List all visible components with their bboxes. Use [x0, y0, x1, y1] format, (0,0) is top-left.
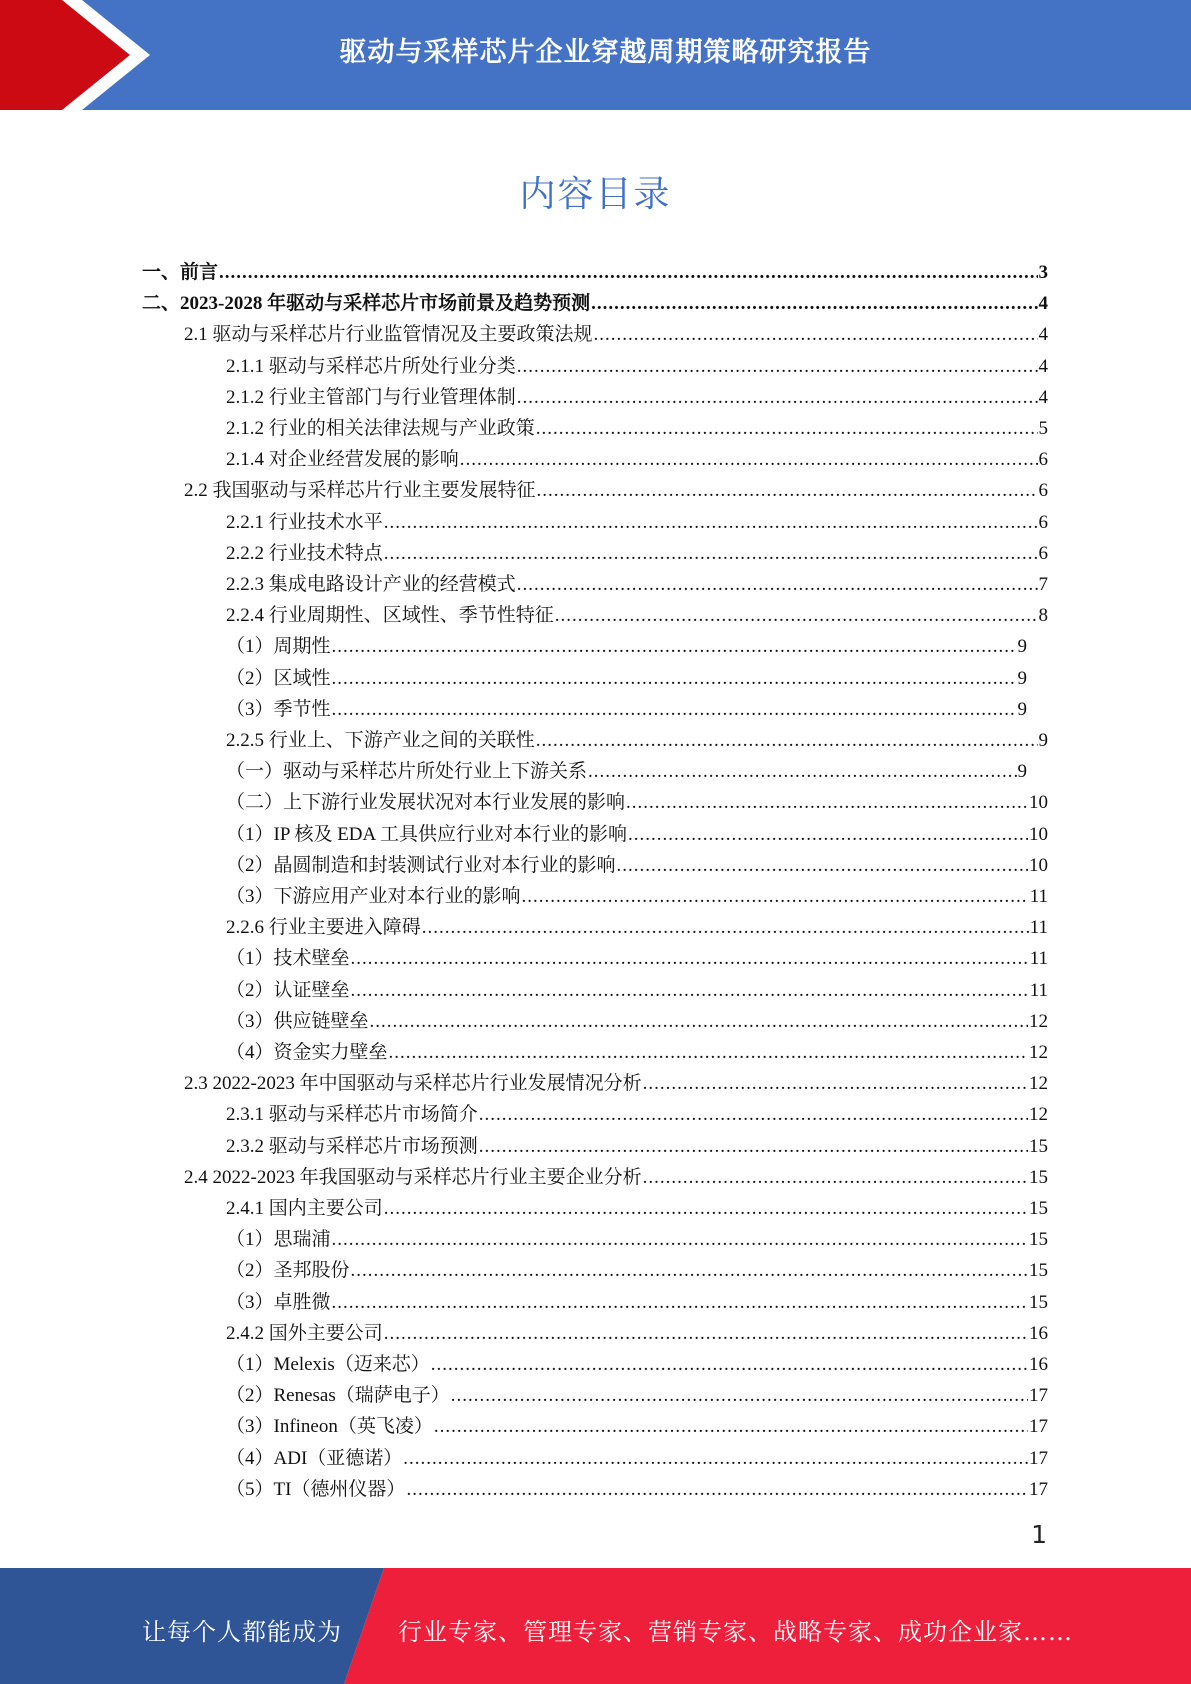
toc-entry-page: 15: [1029, 1229, 1048, 1250]
toc-entry-page: 10: [1029, 824, 1048, 845]
toc-entry[interactable]: [226, 440, 1048, 471]
toc-entry-title: 2.2.2 行业技术特点: [226, 543, 383, 564]
toc-dot-leader: [406, 1479, 1028, 1501]
toc-entry-page: 12: [1029, 1011, 1048, 1032]
toc-entry[interactable]: [226, 971, 1048, 1002]
toc-entry-page: 9: [1017, 636, 1027, 657]
toc-entry[interactable]: [226, 815, 1048, 846]
toc-entry[interactable]: [226, 347, 1048, 378]
toc-entry-page: 9: [1017, 699, 1027, 720]
toc-entry[interactable]: [226, 596, 1048, 627]
toc-entry-title: （3）卓胜微: [226, 1292, 331, 1313]
toc-entry-title: 2.1 驱动与采样芯片行业监管情况及主要政策法规: [184, 324, 593, 345]
toc-entry-page: 9: [1017, 761, 1027, 782]
toc-entry-title: 2.1.2 行业的相关法律法规与产业政策: [226, 418, 535, 439]
toc-entry-title: 2.4.1 国内主要公司: [226, 1198, 383, 1219]
toc-entry[interactable]: [226, 1002, 1048, 1033]
toc-dot-leader: [643, 1167, 1028, 1189]
toc-entry-title: 2.1.4 对企业经营发展的影响: [226, 449, 459, 470]
toc-dot-leader: [643, 1073, 1028, 1095]
toc-entry-page: 7: [1038, 574, 1048, 595]
toc-entry[interactable]: [226, 1314, 1048, 1345]
toc-dot-leader: [522, 886, 1029, 908]
toc-entry-title: （1）Melexis（迈来芯）: [226, 1354, 430, 1375]
toc-entry-page: 8: [1038, 605, 1048, 626]
toc-entry-title: （3）Infineon（英飞凌）: [226, 1416, 433, 1437]
toc-dot-leader: [403, 1448, 1028, 1470]
toc-dot-leader: [332, 668, 1017, 690]
toc-dot-leader: [384, 1323, 1028, 1345]
toc-entry-title: （5）TI（德州仪器）: [226, 1479, 406, 1500]
toc-entry-title: 2.2.6 行业主要进入障碍: [226, 917, 421, 938]
toc-entry[interactable]: [226, 1033, 1048, 1064]
toc-entry[interactable]: [226, 378, 1048, 409]
toc-dot-leader: [536, 730, 1038, 752]
toc-entry-page: 4: [1038, 293, 1048, 314]
page-number: 1: [1031, 1520, 1047, 1549]
toc-entry[interactable]: [226, 1127, 1048, 1158]
toc-dot-leader: [384, 512, 1038, 534]
toc-dot-leader: [517, 356, 1038, 378]
toc-entry[interactable]: [184, 1158, 1048, 1189]
toc-dot-leader: [537, 480, 1038, 502]
toc-entry[interactable]: [226, 534, 1048, 565]
toc-dot-leader: [332, 699, 1017, 721]
toc-entry-page: 9: [1017, 668, 1027, 689]
toc-entry-page: 10: [1029, 855, 1048, 876]
toc-dot-leader: [422, 917, 1029, 939]
toc-dot-leader: [536, 418, 1038, 440]
toc-dot-leader: [588, 761, 1016, 783]
toc-entry-page: 9: [1038, 730, 1048, 751]
toc-entry-title: 2.4 2022-2023 年我国驱动与采样芯片行业主要企业分析: [184, 1167, 642, 1188]
toc-entry[interactable]: [226, 846, 1048, 877]
toc-entry-page: 11: [1029, 980, 1048, 1001]
toc-dot-leader: [594, 324, 1038, 346]
toc-entry[interactable]: [184, 315, 1048, 346]
toc-dot-leader: [628, 824, 1028, 846]
toc-entry-page: 12: [1029, 1104, 1048, 1125]
toc-entry-page: 6: [1038, 512, 1048, 533]
toc-dot-leader: [591, 293, 1037, 315]
toc-entry-title: （3）季节性: [226, 699, 331, 720]
toc-entry-page: 17: [1029, 1416, 1048, 1437]
toc-entry-page: 16: [1029, 1354, 1048, 1375]
toc-entry-title: 2.3.1 驱动与采样芯片市场简介: [226, 1104, 478, 1125]
toc-entry-title: 2.2.4 行业周期性、区域性、季节性特征: [226, 605, 554, 626]
toc-dot-leader: [370, 1011, 1028, 1033]
toc-dot-leader: [332, 1292, 1028, 1314]
toc-entry-title: （4）ADI（亚德诺）: [226, 1448, 403, 1469]
toc-entry[interactable]: [226, 1345, 1048, 1376]
toc-entry[interactable]: [226, 627, 1027, 658]
toc-entry-title: （1）IP 核及 EDA 工具供应行业对本行业的影响: [226, 824, 627, 845]
toc-dot-leader: [389, 1042, 1028, 1064]
toc-entry-page: 15: [1029, 1198, 1048, 1219]
toc-entry-title: 2.2.5 行业上、下游产业之间的关联性: [226, 730, 535, 751]
toc-entry[interactable]: [226, 721, 1048, 752]
toc-entry-title: 2.2.1 行业技术水平: [226, 512, 383, 533]
toc-entry-page: 15: [1029, 1260, 1048, 1281]
toc-entry-title: 2.2 我国驱动与采样芯片行业主要发展特征: [184, 480, 536, 501]
toc-entry-title: （1）思瑞浦: [226, 1229, 331, 1250]
toc-entry-page: 4: [1038, 387, 1048, 408]
toc-entry[interactable]: [226, 1470, 1048, 1501]
toc-entry-title: 2.3 2022-2023 年中国驱动与采样芯片行业发展情况分析: [184, 1073, 642, 1094]
toc-entry-title: （1）周期性: [226, 636, 331, 657]
toc-entry-page: 10: [1029, 792, 1048, 813]
toc-dot-leader: [555, 605, 1038, 627]
toc-entry[interactable]: [226, 409, 1048, 440]
toc-entry-page: 12: [1029, 1042, 1048, 1063]
toc-dot-leader: [517, 387, 1038, 409]
toc-dot-leader: [479, 1136, 1028, 1158]
toc-dot-leader: [384, 543, 1038, 565]
toc-entry-page: 15: [1029, 1292, 1048, 1313]
toc-dot-leader: [617, 855, 1028, 877]
toc-entry-page: 11: [1029, 917, 1048, 938]
toc-entry-page: 17: [1029, 1479, 1048, 1500]
toc-entry[interactable]: [226, 1251, 1048, 1282]
toc-dot-leader: [434, 1416, 1028, 1438]
toc-entry-title: 2.1.1 驱动与采样芯片所处行业分类: [226, 356, 516, 377]
toc-entry-page: 11: [1029, 886, 1048, 907]
toc-entry-page: 4: [1038, 324, 1048, 345]
toc-entry-title: （3）供应链壁垒: [226, 1011, 369, 1032]
toc-entry-page: 4: [1038, 356, 1048, 377]
toc-entry[interactable]: [226, 908, 1048, 939]
page-footer: [0, 1568, 1191, 1684]
page-header: [0, 0, 1191, 110]
toc-entry[interactable]: [226, 503, 1048, 534]
toc-dot-leader: [451, 1385, 1028, 1407]
toc-entry-title: 2.1.2 行业主管部门与行业管理体制: [226, 387, 516, 408]
toc-entry-title: 2.4.2 国外主要公司: [226, 1323, 383, 1344]
toc-entry-title: （3）下游应用产业对本行业的影响: [226, 886, 521, 907]
toc-title: 内容目录: [519, 174, 672, 215]
toc-entry[interactable]: [226, 565, 1048, 596]
toc-entry[interactable]: [226, 752, 1027, 783]
toc-entry-title: （一）驱动与采样芯片所处行业上下游关系: [226, 761, 588, 782]
footer-slogan-right: 行业专家、管理专家、营销专家、战略专家、成功企业家……: [398, 1618, 1073, 1646]
toc-entry[interactable]: [142, 253, 1048, 284]
toc-entry-page: 15: [1029, 1136, 1048, 1157]
toc-dot-leader: [351, 1260, 1028, 1282]
toc-entry-title: 2.3.2 驱动与采样芯片市场预测: [226, 1136, 478, 1157]
toc-dot-leader: [460, 449, 1038, 471]
toc-entry-title: （1）技术壁垒: [226, 948, 350, 969]
toc-entry[interactable]: [226, 1439, 1048, 1470]
toc-entry-page: 6: [1038, 543, 1048, 564]
toc-entry[interactable]: [226, 783, 1048, 814]
toc-entry[interactable]: [226, 659, 1027, 690]
toc-entry-page: 3: [1038, 262, 1048, 283]
toc-entry[interactable]: [226, 1376, 1048, 1407]
toc-entry[interactable]: [226, 1189, 1048, 1220]
toc-entry[interactable]: [142, 284, 1048, 315]
toc-entry-page: 17: [1029, 1448, 1048, 1469]
toc-dot-leader: [332, 636, 1017, 658]
toc-dot-leader: [332, 1229, 1028, 1251]
toc-entry-page: 17: [1029, 1385, 1048, 1406]
toc-entry[interactable]: [226, 939, 1048, 970]
toc-entry-title: （2）圣邦股份: [226, 1260, 350, 1281]
toc-entry-title: 2.2.3 集成电路设计产业的经营模式: [226, 574, 516, 595]
toc-dot-leader: [351, 948, 1029, 970]
toc-entry[interactable]: [184, 471, 1048, 502]
toc-entry[interactable]: [226, 1407, 1048, 1438]
toc-entry-page: 6: [1038, 480, 1048, 501]
toc-dot-leader: [517, 574, 1038, 596]
report-title: 驱动与采样芯片企业穿越周期策略研究报告: [339, 37, 872, 68]
toc-entry[interactable]: [226, 1220, 1048, 1251]
toc-dot-leader: [479, 1104, 1028, 1126]
toc-entry-page: 12: [1029, 1073, 1048, 1094]
toc-dot-leader: [351, 980, 1029, 1002]
toc-entry[interactable]: [226, 690, 1027, 721]
toc-entry-title: 二、2023-2028 年驱动与采样芯片市场前景及趋势预测: [142, 293, 591, 314]
toc-dot-leader: [431, 1354, 1028, 1376]
toc-entry-page: 11: [1029, 948, 1048, 969]
toc-entry[interactable]: [226, 1283, 1048, 1314]
toc-entry-title: （二）上下游行业发展状况对本行业发展的影响: [226, 792, 626, 813]
toc-dot-leader: [384, 1198, 1028, 1220]
toc-entry-title: （2）认证壁垒: [226, 980, 350, 1001]
toc-entry-page: 16: [1029, 1323, 1048, 1344]
toc-dot-leader: [219, 262, 1037, 284]
toc-entry-title: （2）晶圆制造和封装测试行业对本行业的影响: [226, 855, 616, 876]
footer-slogan-left: 让每个人都能成为: [142, 1618, 342, 1646]
toc-dot-leader: [626, 792, 1028, 814]
toc-entry[interactable]: [184, 1064, 1048, 1095]
toc-entry-title: （2）Renesas（瑞萨电子）: [226, 1385, 450, 1406]
toc-entry-title: （4）资金实力壁垒: [226, 1042, 388, 1063]
toc-entry-page: 6: [1038, 449, 1048, 470]
toc-entry-title: 一、前言: [142, 262, 219, 283]
toc-entry[interactable]: [226, 1095, 1048, 1126]
toc-entry-title: （2）区域性: [226, 668, 331, 689]
toc-entry-page: 15: [1029, 1167, 1048, 1188]
toc-entry-page: 5: [1038, 418, 1048, 439]
toc-entry[interactable]: [226, 877, 1048, 908]
